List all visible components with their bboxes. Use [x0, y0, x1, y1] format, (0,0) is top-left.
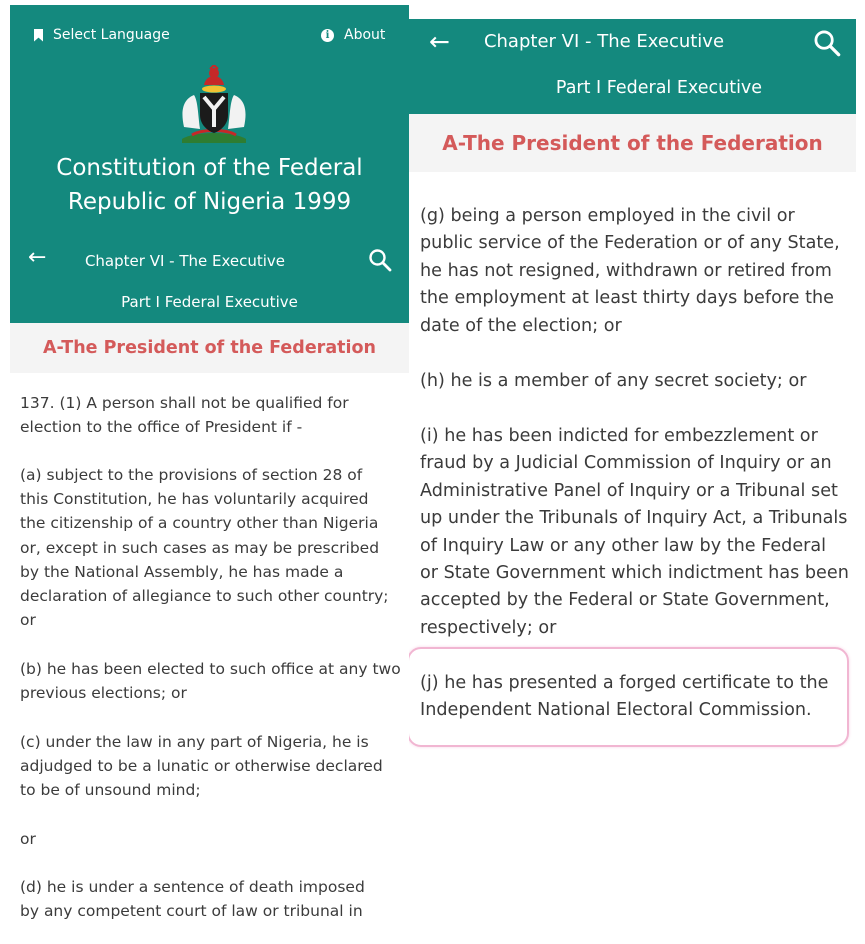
about-label: About	[344, 27, 386, 43]
about-button[interactable]	[321, 27, 385, 43]
paragraph-or: or	[20, 830, 36, 848]
part-title: Part I Federal Executive	[121, 293, 298, 311]
back-arrow-icon: ←	[429, 27, 450, 56]
select-language-label: Select Language	[53, 27, 170, 43]
info-icon: i	[321, 29, 334, 42]
paragraph-a: (a) subject to the provisions of section 28 of this Constitution, he has voluntarily acquired the citizenship of a country other than Nigeria or, except in such cases as may be prescribed by the National Assembly, he has made a declaration of allegiance to such other country; or	[20, 466, 389, 630]
paragraph-d: (d) he is under a sentence of death imposed by any competent court of law or tribunal in	[20, 878, 365, 921]
bookmark-icon	[34, 29, 43, 42]
right-app-header	[409, 19, 856, 114]
paragraph-j: (j) he has presented a forged certificate to the Independent National Electoral Commission.	[420, 673, 829, 721]
right-screen	[409, 0, 865, 944]
paragraph-137-1: 137. (1) A person shall not be qualified for election to the office of President if -	[20, 394, 349, 437]
back-button[interactable]	[28, 247, 46, 269]
paragraph-g: (g) being a person employed in the civil or public service of the Federation or of any State, he has not resigned, withdrawn or retired from the employment at least thirty days before the date of the election; or	[420, 206, 840, 336]
chapter-title: Chapter VI - The Executive	[84, 252, 286, 270]
back-arrow-icon: ←	[28, 245, 47, 270]
coat-of-arms-emblem	[174, 65, 254, 143]
select-language-button[interactable]	[34, 27, 170, 43]
paragraph-c: (c) under the law in any part of Nigeria, he is adjudged to be a lunatic or otherwise declared to be of unsound mind;	[20, 733, 383, 800]
right-back-button[interactable]	[429, 29, 450, 54]
paragraph-b: (b) he has been elected to such office at any two previous elections; or	[20, 660, 401, 703]
app-title-line1: Constitution of the Federal	[56, 155, 363, 181]
right-chapter-title: Chapter VI - The Executive	[483, 31, 725, 52]
app-header	[10, 5, 409, 323]
app-title-line2: Republic of Nigeria 1999	[67, 189, 352, 215]
right-section-title: A-The President of the Federation	[442, 131, 823, 155]
left-screen	[10, 0, 409, 944]
search-icon[interactable]	[368, 248, 392, 272]
paragraph-i: (i) he has been indicted for embezzlement or fraud by a Judicial Commission of Inquiry or an Administrative Panel of Inquiry or a Tribunal set up under the Tribunals of Inquiry Act, a Tribunals of Inquiry Law or any other law by the Federal or State Government which indictment has been accepted by the Federal or State Government, respectively; or	[420, 426, 849, 638]
right-part-title: Part I Federal Executive	[555, 78, 763, 98]
search-icon[interactable]	[813, 29, 841, 57]
paragraph-h: (h) he is a member of any secret society; or	[420, 371, 807, 391]
section-title: A-The President of the Federation	[43, 338, 376, 358]
